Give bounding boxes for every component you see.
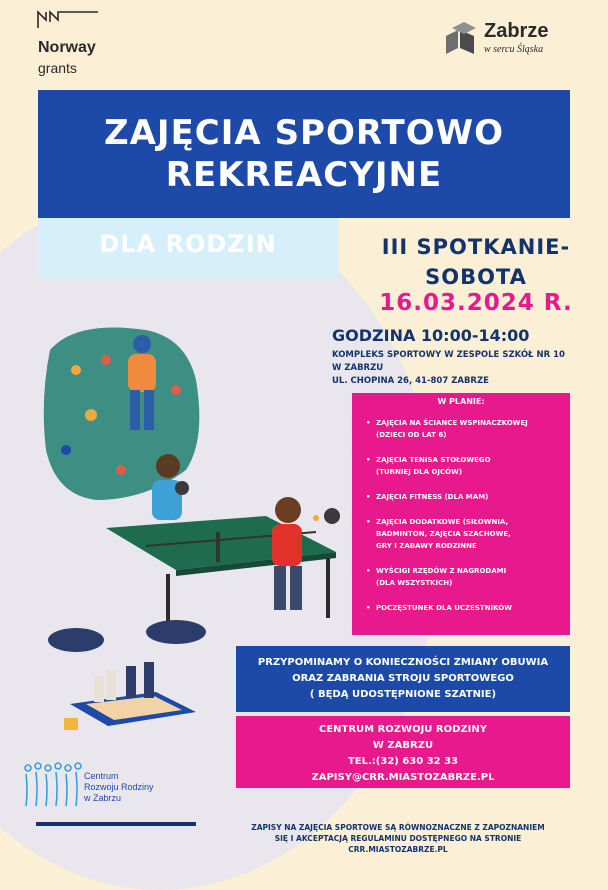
plan-item (362, 565, 566, 589)
contact-email[interactable]: ZAPISY@CRR.MIASTOZABRZE.PL (311, 772, 495, 783)
reminder-line: ORAZ ZABRANIA STROJU SPORTOWEGO (292, 673, 514, 684)
plan-item-line: • ZAJĘCIA TENISA STOŁOWEGO (376, 456, 491, 464)
crr-line: w Zabrzu (84, 793, 122, 803)
norway-label: Norway (38, 39, 96, 56)
plan-item (362, 602, 566, 614)
plan-item-line: (DLA WSZYSTKICH) (376, 579, 453, 587)
grants-label: grants (38, 60, 77, 76)
footer-link[interactable]: CRR.MIASTOZABRZE.PL (348, 845, 448, 854)
divider (36, 822, 196, 826)
title-line-2: REKREACYJNE (165, 155, 443, 195)
reminder-line: ( BĘDĄ UDOSTĘPNIONE SZATNIE) (309, 689, 497, 700)
plan-heading: W PLANIE: (437, 397, 485, 406)
plan-item-line: BADMINTON, ZAJĘCIA SZACHOWE, (376, 530, 511, 538)
norway-grants-text (38, 38, 96, 78)
footer-line: ZAPISY NA ZAJĘCIA SPORTOWE SĄ RÓWNOZNACZNE Z ZAPOZNANIEM (251, 823, 545, 832)
plan-item-line: • ZAJĘCIA FITNESS (DLA MAM) (376, 493, 489, 501)
contact-city: W ZABRZU (372, 740, 434, 751)
contact-phone: TEL.:(32) 630 32 33 (347, 756, 459, 767)
crr-line: Rozwoju Rodziny (84, 782, 154, 792)
crr-logo-text (84, 771, 154, 804)
meeting-line-1: III SPOTKANIE- (381, 235, 571, 259)
plan-item-line: (TURNIEJ DLA OJCÓW) (376, 468, 463, 476)
plan-item (362, 491, 566, 503)
zabrze-tagline: w sercu Śląska (484, 44, 544, 55)
reminder-line: PRZYPOMINAMY O KONIECZNOŚCI ZMIANY OBUWIA (257, 657, 549, 668)
zabrze-name: Zabrze (484, 20, 549, 42)
meeting-line-2: SOBOTA (425, 265, 527, 289)
chess-icon (48, 620, 206, 730)
event-date: 16.03.2024 R. (379, 290, 573, 316)
plan-item-line: GRY I ZABAWY RODZINNE (376, 542, 477, 550)
event-venue (332, 349, 565, 388)
meeting-info (356, 232, 596, 292)
footer-line: SIĘ I AKCEPTACJĄ REGULAMINU DOSTĘPNEGO NA STRONIE (274, 834, 522, 843)
plan-item (362, 454, 566, 478)
reminder-text (236, 655, 570, 703)
venue-line-1: KOMPLEKS SPORTOWY W ZESPOLE SZKÓŁ NR 10 (332, 350, 565, 360)
venue-line-2: W ZABRZU (332, 363, 384, 373)
contact-org: CENTRUM ROZWOJU RODZINY (318, 724, 487, 735)
plan-item (362, 417, 566, 441)
title-line-1: ZAJĘCIA SPORTOWO (103, 113, 505, 153)
subtitle: DLA RODZIN (99, 230, 277, 258)
plan-item-line: (DZIECI OD LAT 6) (376, 431, 447, 439)
page-title (38, 112, 570, 196)
plan-item (362, 516, 566, 552)
crr-line: Centrum (84, 771, 119, 781)
plan-item-line: • WYŚCIGI RZĘDÓW Z NAGRODAMI (376, 567, 507, 575)
plan-list (362, 417, 566, 627)
contact-text (236, 722, 570, 786)
event-hours: GODZINA 10:00-14:00 (332, 326, 530, 345)
footer-note (200, 822, 596, 855)
plan-item-line: • ZAJĘCIA DODATKOWE (SIŁOWNIA, (376, 518, 509, 526)
venue-line-3: UL. CHOPINA 26, 41-807 ZABRZE (332, 376, 489, 386)
plan-item-line: • POCZĘSTUNEK DLA UCZESTNIKÓW (376, 604, 512, 612)
plan-item-line: • ZAJĘCIA NA ŚCIANCE WSPINACZKOWEJ (376, 419, 528, 427)
